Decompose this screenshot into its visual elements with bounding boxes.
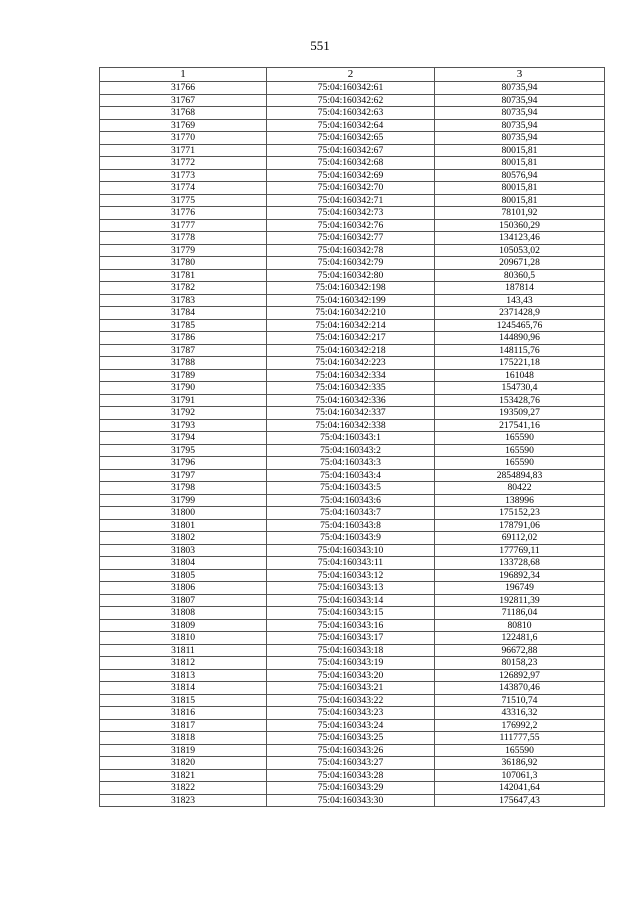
cadastral-number-cell: 75:04:160343:15 <box>267 607 435 620</box>
cadastral-number-cell: 75:04:160342:68 <box>267 157 435 170</box>
value-cell: 144890,96 <box>435 332 605 345</box>
row-number-cell: 31811 <box>100 644 267 657</box>
value-cell: 177769,11 <box>435 544 605 557</box>
cadastral-number-cell: 75:04:160342:71 <box>267 194 435 207</box>
cadastral-number-cell: 75:04:160343:1 <box>267 432 435 445</box>
value-cell: 71186,04 <box>435 607 605 620</box>
table-row <box>100 707 605 720</box>
table-row <box>100 457 605 470</box>
row-number-cell: 31766 <box>100 82 267 95</box>
value-cell: 138996 <box>435 494 605 507</box>
table-row <box>100 269 605 282</box>
value-cell: 126892,97 <box>435 669 605 682</box>
value-cell: 105053,02 <box>435 244 605 257</box>
table-row <box>100 757 605 770</box>
table-row <box>100 319 605 332</box>
row-number-cell: 31772 <box>100 157 267 170</box>
value-cell: 80015,81 <box>435 194 605 207</box>
table-row <box>100 294 605 307</box>
row-number-cell: 31820 <box>100 757 267 770</box>
cadastral-number-cell: 75:04:160342:335 <box>267 382 435 395</box>
value-cell: 143,43 <box>435 294 605 307</box>
value-cell: 80735,94 <box>435 132 605 145</box>
value-cell: 165590 <box>435 432 605 445</box>
cadastral-number-cell: 75:04:160343:18 <box>267 644 435 657</box>
value-cell: 193509,27 <box>435 407 605 420</box>
table-row <box>100 682 605 695</box>
row-number-cell: 31797 <box>100 469 267 482</box>
value-cell: 176992,2 <box>435 719 605 732</box>
table-row <box>100 557 605 570</box>
table-row <box>100 107 605 120</box>
row-number-cell: 31789 <box>100 369 267 382</box>
row-number-cell: 31817 <box>100 719 267 732</box>
row-number-cell: 31776 <box>100 207 267 220</box>
row-number-cell: 31807 <box>100 594 267 607</box>
table-row <box>100 157 605 170</box>
cadastral-number-cell: 75:04:160343:22 <box>267 694 435 707</box>
table-row <box>100 569 605 582</box>
value-cell: 196749 <box>435 582 605 595</box>
table-row <box>100 594 605 607</box>
cadastral-number-cell: 75:04:160343:25 <box>267 732 435 745</box>
row-number-cell: 31799 <box>100 494 267 507</box>
row-number-cell: 31774 <box>100 182 267 195</box>
value-cell: 134123,46 <box>435 232 605 245</box>
row-number-cell: 31779 <box>100 244 267 257</box>
row-number-cell: 31815 <box>100 694 267 707</box>
cadastral-number-cell: 75:04:160343:8 <box>267 519 435 532</box>
table-body <box>100 82 605 807</box>
row-number-cell: 31780 <box>100 257 267 270</box>
table-row <box>100 369 605 382</box>
row-number-cell: 31823 <box>100 794 267 807</box>
cadastral-number-cell: 75:04:160342:70 <box>267 182 435 195</box>
row-number-cell: 31802 <box>100 532 267 545</box>
row-number-cell: 31808 <box>100 607 267 620</box>
value-cell: 217541,16 <box>435 419 605 432</box>
cadastral-number-cell: 75:04:160342:198 <box>267 282 435 295</box>
cadastral-number-cell: 75:04:160342:80 <box>267 269 435 282</box>
row-number-cell: 31783 <box>100 294 267 307</box>
value-cell: 165590 <box>435 444 605 457</box>
table-header-row <box>100 68 605 82</box>
table-row <box>100 657 605 670</box>
cadastral-number-cell: 75:04:160342:223 <box>267 357 435 370</box>
cadastral-number-cell: 75:04:160343:26 <box>267 744 435 757</box>
row-number-cell: 31784 <box>100 307 267 320</box>
table-row <box>100 632 605 645</box>
table-row <box>100 407 605 420</box>
row-number-cell: 31787 <box>100 344 267 357</box>
cadastral-number-cell: 75:04:160343:21 <box>267 682 435 695</box>
value-cell: 80158,23 <box>435 657 605 670</box>
cadastral-number-cell: 75:04:160342:337 <box>267 407 435 420</box>
table-row <box>100 494 605 507</box>
row-number-cell: 31786 <box>100 332 267 345</box>
cadastral-number-cell: 75:04:160342:76 <box>267 219 435 232</box>
table-row <box>100 769 605 782</box>
column-header-2: 2 <box>267 68 435 82</box>
table-row <box>100 444 605 457</box>
value-cell: 80735,94 <box>435 107 605 120</box>
row-number-cell: 31770 <box>100 132 267 145</box>
table-row <box>100 82 605 95</box>
value-cell: 36186,92 <box>435 757 605 770</box>
cadastral-number-cell: 75:04:160343:11 <box>267 557 435 570</box>
cadastral-number-cell: 75:04:160343:7 <box>267 507 435 520</box>
value-cell: 187814 <box>435 282 605 295</box>
row-number-cell: 31816 <box>100 707 267 720</box>
table-row <box>100 382 605 395</box>
value-cell: 2371428,9 <box>435 307 605 320</box>
row-number-cell: 31814 <box>100 682 267 695</box>
cadastral-number-cell: 75:04:160342:199 <box>267 294 435 307</box>
cadastral-number-cell: 75:04:160342:338 <box>267 419 435 432</box>
table-row <box>100 182 605 195</box>
value-cell: 1245465,76 <box>435 319 605 332</box>
table-row <box>100 782 605 795</box>
cadastral-number-cell: 75:04:160343:12 <box>267 569 435 582</box>
cadastral-number-cell: 75:04:160343:27 <box>267 757 435 770</box>
table-row <box>100 532 605 545</box>
table-row <box>100 219 605 232</box>
value-cell: 80360,5 <box>435 269 605 282</box>
table-row <box>100 544 605 557</box>
value-cell: 80015,81 <box>435 144 605 157</box>
row-number-cell: 31788 <box>100 357 267 370</box>
cadastral-number-cell: 75:04:160342:218 <box>267 344 435 357</box>
value-cell: 143870,46 <box>435 682 605 695</box>
row-number-cell: 31800 <box>100 507 267 520</box>
row-number-cell: 31794 <box>100 432 267 445</box>
row-number-cell: 31796 <box>100 457 267 470</box>
row-number-cell: 31769 <box>100 119 267 132</box>
table-row <box>100 519 605 532</box>
value-cell: 96672,88 <box>435 644 605 657</box>
table-row <box>100 394 605 407</box>
value-cell: 175152,23 <box>435 507 605 520</box>
table-row <box>100 332 605 345</box>
row-number-cell: 31791 <box>100 394 267 407</box>
row-number-cell: 31767 <box>100 94 267 107</box>
cadastral-number-cell: 75:04:160343:5 <box>267 482 435 495</box>
cadastral-number-cell: 75:04:160342:61 <box>267 82 435 95</box>
value-cell: 69112,02 <box>435 532 605 545</box>
row-number-cell: 31775 <box>100 194 267 207</box>
row-number-cell: 31804 <box>100 557 267 570</box>
table-row <box>100 307 605 320</box>
row-number-cell: 31798 <box>100 482 267 495</box>
value-cell: 80735,94 <box>435 94 605 107</box>
cadastral-number-cell: 75:04:160342:79 <box>267 257 435 270</box>
value-cell: 80735,94 <box>435 119 605 132</box>
table-row <box>100 469 605 482</box>
cadastral-number-cell: 75:04:160343:28 <box>267 769 435 782</box>
value-cell: 122481,6 <box>435 632 605 645</box>
row-number-cell: 31785 <box>100 319 267 332</box>
row-number-cell: 31773 <box>100 169 267 182</box>
cadastral-number-cell: 75:04:160342:65 <box>267 132 435 145</box>
cadastral-number-cell: 75:04:160342:64 <box>267 119 435 132</box>
row-number-cell: 31812 <box>100 657 267 670</box>
table-row <box>100 507 605 520</box>
row-number-cell: 31821 <box>100 769 267 782</box>
row-number-cell: 31782 <box>100 282 267 295</box>
cadastral-number-cell: 75:04:160343:30 <box>267 794 435 807</box>
value-cell: 80810 <box>435 619 605 632</box>
row-number-cell: 31792 <box>100 407 267 420</box>
row-number-cell: 31809 <box>100 619 267 632</box>
table-row <box>100 419 605 432</box>
value-cell: 175221,18 <box>435 357 605 370</box>
value-cell: 175647,43 <box>435 794 605 807</box>
value-cell: 80015,81 <box>435 157 605 170</box>
table-row <box>100 482 605 495</box>
cadastral-number-cell: 75:04:160342:67 <box>267 144 435 157</box>
row-number-cell: 31819 <box>100 744 267 757</box>
cadastral-number-cell: 75:04:160343:10 <box>267 544 435 557</box>
cadastral-value-table <box>99 67 605 807</box>
cadastral-number-cell: 75:04:160342:78 <box>267 244 435 257</box>
table-row <box>100 119 605 132</box>
row-number-cell: 31803 <box>100 544 267 557</box>
row-number-cell: 31777 <box>100 219 267 232</box>
table-row <box>100 669 605 682</box>
table-row <box>100 344 605 357</box>
row-number-cell: 31822 <box>100 782 267 795</box>
value-cell: 111777,55 <box>435 732 605 745</box>
table-row <box>100 607 605 620</box>
cadastral-number-cell: 75:04:160343:17 <box>267 632 435 645</box>
row-number-cell: 31768 <box>100 107 267 120</box>
table-row <box>100 207 605 220</box>
cadastral-number-cell: 75:04:160343:9 <box>267 532 435 545</box>
column-header-3: 3 <box>435 68 605 82</box>
table-row <box>100 169 605 182</box>
cadastral-number-cell: 75:04:160342:336 <box>267 394 435 407</box>
cadastral-number-cell: 75:04:160342:63 <box>267 107 435 120</box>
table-row <box>100 744 605 757</box>
value-cell: 148115,76 <box>435 344 605 357</box>
cadastral-number-cell: 75:04:160342:69 <box>267 169 435 182</box>
cadastral-number-cell: 75:04:160342:214 <box>267 319 435 332</box>
table-row <box>100 619 605 632</box>
value-cell: 78101,92 <box>435 207 605 220</box>
value-cell: 192811,39 <box>435 594 605 607</box>
row-number-cell: 31801 <box>100 519 267 532</box>
row-number-cell: 31793 <box>100 419 267 432</box>
table-row <box>100 132 605 145</box>
value-cell: 43316,32 <box>435 707 605 720</box>
table-row <box>100 194 605 207</box>
column-header-1: 1 <box>100 68 267 82</box>
cadastral-number-cell: 75:04:160342:334 <box>267 369 435 382</box>
cadastral-number-cell: 75:04:160342:217 <box>267 332 435 345</box>
cadastral-number-cell: 75:04:160343:24 <box>267 719 435 732</box>
cadastral-number-cell: 75:04:160343:14 <box>267 594 435 607</box>
table-row <box>100 244 605 257</box>
table-row <box>100 432 605 445</box>
value-cell: 161048 <box>435 369 605 382</box>
cadastral-number-cell: 75:04:160343:13 <box>267 582 435 595</box>
value-cell: 80422 <box>435 482 605 495</box>
row-number-cell: 31781 <box>100 269 267 282</box>
value-cell: 2854894,83 <box>435 469 605 482</box>
cadastral-number-cell: 75:04:160342:77 <box>267 232 435 245</box>
table-row <box>100 282 605 295</box>
table-row <box>100 794 605 807</box>
table-row <box>100 94 605 107</box>
cadastral-number-cell: 75:04:160343:4 <box>267 469 435 482</box>
cadastral-number-cell: 75:04:160343:6 <box>267 494 435 507</box>
cadastral-number-cell: 75:04:160343:19 <box>267 657 435 670</box>
value-cell: 107061,3 <box>435 769 605 782</box>
value-cell: 80735,94 <box>435 82 605 95</box>
value-cell: 154730,4 <box>435 382 605 395</box>
row-number-cell: 31818 <box>100 732 267 745</box>
value-cell: 80015,81 <box>435 182 605 195</box>
table-row <box>100 719 605 732</box>
value-cell: 209671,28 <box>435 257 605 270</box>
table-row <box>100 357 605 370</box>
row-number-cell: 31813 <box>100 669 267 682</box>
cadastral-number-cell: 75:04:160343:23 <box>267 707 435 720</box>
row-number-cell: 31771 <box>100 144 267 157</box>
table-row <box>100 694 605 707</box>
table-row <box>100 582 605 595</box>
value-cell: 133728,68 <box>435 557 605 570</box>
page-number: 551 <box>310 38 330 53</box>
table-row <box>100 644 605 657</box>
table-row <box>100 732 605 745</box>
row-number-cell: 31810 <box>100 632 267 645</box>
cadastral-number-cell: 75:04:160342:62 <box>267 94 435 107</box>
value-cell: 165590 <box>435 744 605 757</box>
row-number-cell: 31778 <box>100 232 267 245</box>
cadastral-number-cell: 75:04:160343:16 <box>267 619 435 632</box>
row-number-cell: 31806 <box>100 582 267 595</box>
table-row <box>100 144 605 157</box>
cadastral-number-cell: 75:04:160342:210 <box>267 307 435 320</box>
value-cell: 71510,74 <box>435 694 605 707</box>
value-cell: 153428,76 <box>435 394 605 407</box>
cadastral-number-cell: 75:04:160343:2 <box>267 444 435 457</box>
value-cell: 150360,29 <box>435 219 605 232</box>
cadastral-number-cell: 75:04:160343:20 <box>267 669 435 682</box>
value-cell: 142041,64 <box>435 782 605 795</box>
table-row <box>100 232 605 245</box>
value-cell: 178791,06 <box>435 519 605 532</box>
value-cell: 165590 <box>435 457 605 470</box>
cadastral-number-cell: 75:04:160343:3 <box>267 457 435 470</box>
cadastral-number-cell: 75:04:160342:73 <box>267 207 435 220</box>
row-number-cell: 31795 <box>100 444 267 457</box>
value-cell: 196892,34 <box>435 569 605 582</box>
cadastral-number-cell: 75:04:160343:29 <box>267 782 435 795</box>
table-row <box>100 257 605 270</box>
row-number-cell: 31790 <box>100 382 267 395</box>
row-number-cell: 31805 <box>100 569 267 582</box>
value-cell: 80576,94 <box>435 169 605 182</box>
